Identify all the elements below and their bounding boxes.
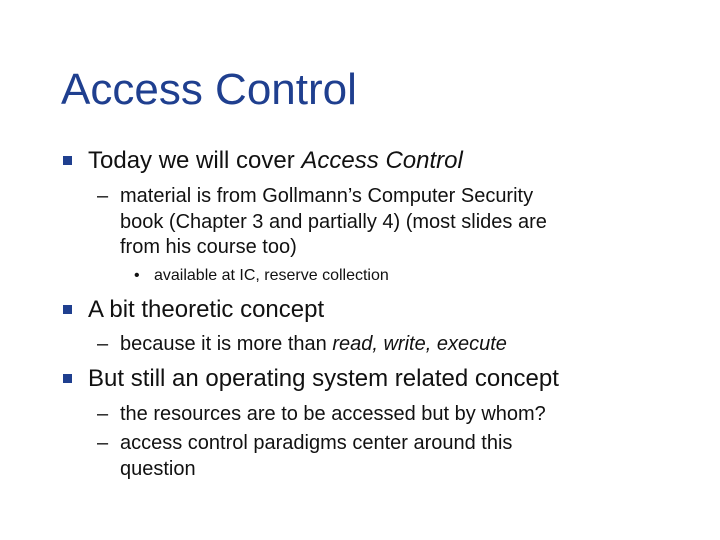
bullet-level1: But still an operating system related concept	[88, 365, 559, 392]
bullet-level2-line: from his course too)	[120, 236, 297, 258]
bullet-level3: available at IC, reserve collection	[154, 267, 389, 284]
bullet-level2-line: material is from Gollmann’s Computer Security	[120, 185, 534, 207]
bullet-level1: A bit theoretic concept	[88, 296, 325, 323]
dash-bullet-icon: –	[97, 185, 109, 207]
square-bullet-icon	[63, 374, 72, 383]
slide-title: Access Control	[61, 65, 357, 114]
bullet-level2-line: question	[120, 458, 196, 480]
dash-bullet-icon: –	[97, 432, 109, 454]
bullet-level2-line: access control paradigms center around this	[120, 432, 513, 454]
dash-bullet-icon: –	[97, 403, 109, 425]
square-bullet-icon	[63, 156, 72, 165]
dot-bullet-icon: •	[134, 267, 140, 284]
bullet-level2: the resources are to be accessed but by whom?	[120, 403, 546, 425]
bullet-level1: Today we will cover Access Control	[88, 147, 463, 174]
square-bullet-icon	[63, 305, 72, 314]
bullet-level2-line: book (Chapter 3 and partially 4) (most slides are	[120, 211, 547, 233]
dash-bullet-icon: –	[97, 333, 109, 355]
bullet-level2: because it is more than read, write, execute	[120, 333, 507, 355]
